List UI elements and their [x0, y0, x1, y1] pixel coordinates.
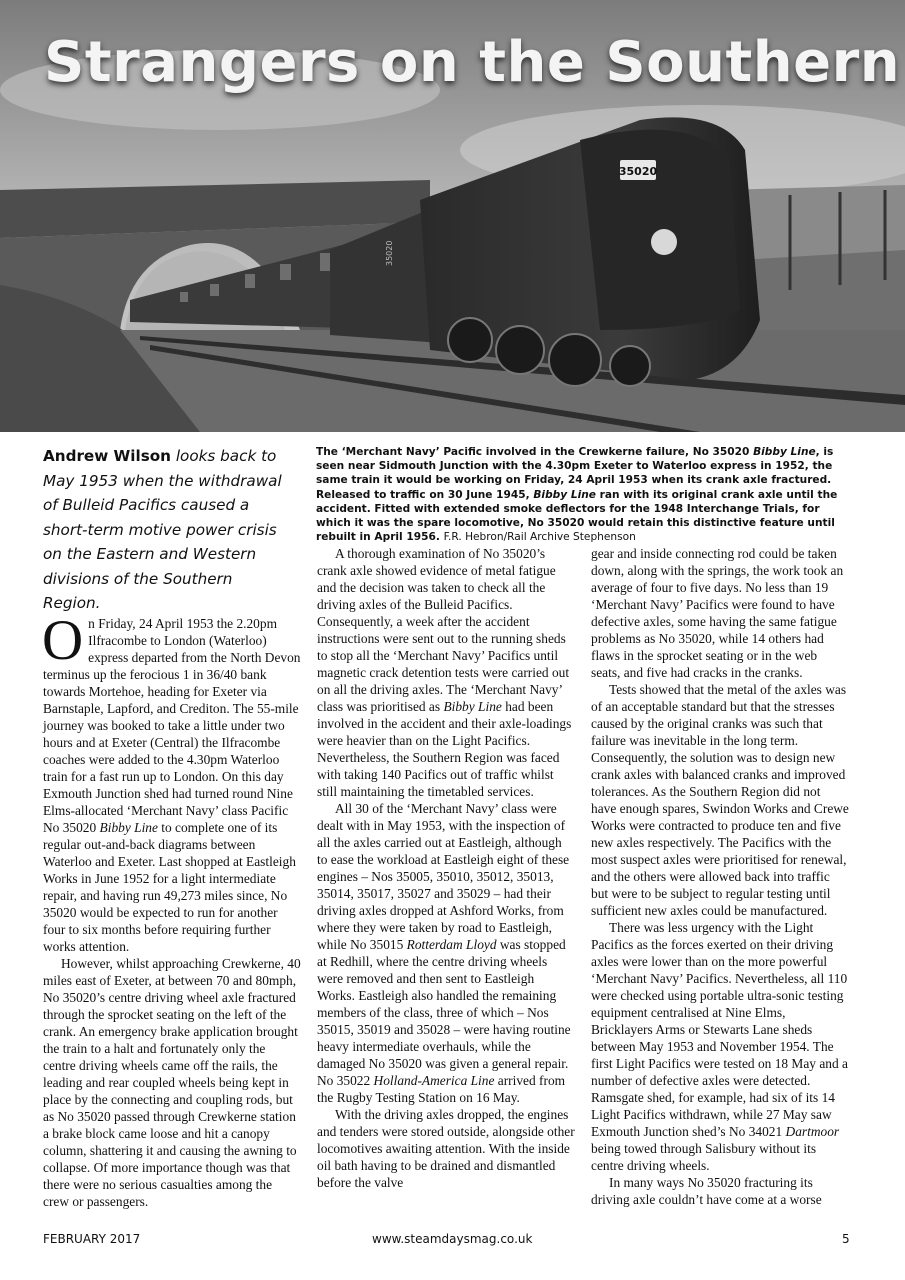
caption-text: ran with its original crank axle until the accident. Fitted with extended smoke deflectors for the 1948 Interchange Trials, for which it was the spare locomotive, No 35020 would retain this distinctive feature until rebuilt in April 1956.: [316, 488, 838, 544]
photo-caption: [316, 445, 856, 544]
body-italic: Holland-America Line: [373, 1073, 495, 1088]
footer-issue: FEBRUARY 2017: [43, 1232, 141, 1246]
body-text: All 30 of the ‘Merchant Navy’ class were dealt with in May 1953, with the inspection of all the axles carried out at Eastleigh, although to ease the workload at Eastleigh eight of these engines – Nos 35005, 35010, 35012, 35013, 35014, 35017, 35027 and 35029 – had their driving axles dropped at Ashford Works, from where they were taken by road to Eastleigh, while No 35015: [317, 801, 570, 952]
body-italic: Bibby Line: [99, 820, 158, 835]
standfirst: [43, 444, 293, 616]
body-text: had been involved in the accident and their axle-loadings were heavier than on the Light Pacifics. Nevertheless, the Southern Region was faced with taking 140 Pacifics out of traffic whilst still maintaining the timetabled services.: [317, 699, 572, 799]
caption-text: The ‘Merchant Navy’ Pacific involved in the Crewkerne failure, No 35020: [316, 446, 754, 458]
body-text: was stopped at Redhill, where the centre driving wheels were removed and then sent to Eastleigh Works. Eastleigh also handled the remaining members of the class, three of which – Nos 35015, 35019 and 35028 – were having routine heavy intermediate overhauls, while the damaged No 35020 was given a general repair. No 35022: [317, 937, 571, 1088]
caption-italic: Bibby Line: [753, 446, 816, 458]
body-text: n Friday, 24 April 1953 the 2.20pm Ilfracombe to London (Waterloo) express departed from the North Devon terminus up the ferocious 1 in 36/40 bank towards Mortehoe, heading for Exeter via Barnstaple, Lapford, and Crediton. The 55-mile journey was booked to take a little under two hours and at Exeter (Central) the Ilfracombe coaches were added to the 4.30pm Waterloo train for a fast run up to London. On this day Exmouth Junction shed had turned round Nine Elms-allocated ‘Merchant Navy’ class Pacific No 35020: [43, 616, 301, 835]
standfirst-text: looks back to May 1953 when the withdrawal of Bulleid Pacifics caused a short-term motive power crisis on the Eastern and Western divisions of the Southern Region.: [43, 447, 282, 612]
body-text: There was less urgency with the Light Pacifics as the forces exerted on their driving axles were lower than on the more powerful ‘Merchant Navy’ Pacifics. Nevertheless, all 110 were checked using portable ultra-sonic testing equipment centralised at Nine Elms, Bricklayers Arms or Stewarts Lane sheds between May 1953 and November 1954. The first Light Pacifics were tested on 18 May and a number of defective axles were detected. Ramsgate shed, for example, had six of its 14 Light Pacifics withdrawn, while 27 May saw Exmouth Junction shed’s No 34021: [591, 920, 848, 1139]
footer-website[interactable]: www.steamdaysmag.co.uk: [372, 1232, 533, 1246]
body-text: arrived from the Rugby Testing Station on 16 May.: [317, 1073, 566, 1105]
body-paragraph: [42, 609, 301, 955]
smokebox-number: 35020: [618, 165, 658, 178]
author-name: Andrew Wilson: [43, 447, 171, 465]
body-italic: Rotterdam Lloyd: [406, 937, 497, 952]
body-italic: Bibby Line: [443, 699, 502, 714]
body-italic: Dartmoor: [785, 1124, 840, 1139]
page-number: 5: [842, 1232, 850, 1246]
body-paragraph: However, whilst approaching Crewkerne, 40 miles east of Exeter, at between 70 and 80mph, No 35020’s centre driving wheel axle fractured through the sprocket seating on the left of the crank. An emergency brake application brought the train to a halt and fortunately only the centre driving wheels came off the rails, the leading and rear coupled wheels being kept in place by the connecting and coupling rods, but as No 35020 passed through Crewkerne station a brake block came loose and hit a canopy column, shattering it and causing the awning to collapse. Of more importance though was that there were no serious casualties among the crew or passengers.: [43, 956, 301, 1209]
body-column-3: [591, 545, 849, 1208]
body-paragraph: [591, 919, 849, 1174]
body-column-1: [42, 609, 301, 1210]
body-paragraph: In many ways No 35020 fracturing its driving axle couldn’t have come at a worse: [591, 1175, 822, 1207]
headcode-disc: [651, 229, 677, 255]
body-text: being towed through Salisbury without its centre driving wheels.: [591, 1141, 817, 1173]
body-text: A thorough examination of No 35020’s crank axle showed evidence of metal fatigue and the decision was taken to check all the driving axles of the Bulleid Pacifics. Consequently, a week after the accident instructions were sent out to the running sheds to stop all the ‘Merchant Navy’ Pacifics until magnetic crack detention tests were carried out on all the driving axles. The ‘Merchant Navy’ class was prioritised as: [317, 546, 570, 714]
headline: Strangers on the Southern: [44, 30, 901, 95]
body-paragraph: [317, 545, 575, 800]
body-column-2: [317, 545, 575, 1191]
caption-italic: Bibby Line: [533, 488, 596, 501]
tender-number: 35020: [385, 240, 394, 266]
body-paragraph: Tests showed that the metal of the axles was of an acceptable standard but that the stresses caused by the original cranks was such that failure was inevitable in the long term. Consequently, the solution was to design new crank axles with balanced cranks and improved tolerances. As the Southern Region did not have enough spares, Swindon Works and Crewe Works were contracted to produce ten and five new axles respectively. The Pacifics with the most suspect axles were prioritised for renewal, and the others were allowed back into traffic but were to be subject to regular testing until sufficient new axles could be manufactured.: [591, 682, 849, 918]
caption-text: , is seen near Sidmouth Junction with the 4.30pm Exeter to Waterloo express in 1952, the same train it would be working on Friday, 24 April 1953 when its crank axle fractured. Released to traffic on 30 June 1945,: [316, 446, 834, 501]
photo-credit: F.R. Hebron/Rail Archive Stephenson: [443, 531, 636, 544]
body-paragraph: [317, 800, 575, 1106]
body-paragraph: gear and inside connecting rod could be taken down, along with the springs, the work took an average of four to five days. No less than 19 ‘Merchant Navy’ Pacifics were found to have defective axles, some having the same fatigue problems as No 35020, while 14 others had flaws in the sprocket seating or in the web seats, and five had cracks in the cranks.: [591, 546, 844, 680]
body-text: to complete one of its regular out-and-back diagrams between Waterloo and Exeter. Last shopped at Eastleigh Works in June 1952 for a light intermediate repair, and having run 49,273 miles since, No 35020 would be expected to run for another four to six months before requiring further works attention.: [43, 820, 296, 954]
body-paragraph: With the driving axles dropped, the engines and tenders were stored outside, alongside other locomotives awaiting attention. With the inside oil bath having to be drained and dismantled before the valve: [317, 1107, 575, 1190]
hero-photo: [0, 0, 905, 432]
drop-cap: O: [42, 609, 84, 672]
